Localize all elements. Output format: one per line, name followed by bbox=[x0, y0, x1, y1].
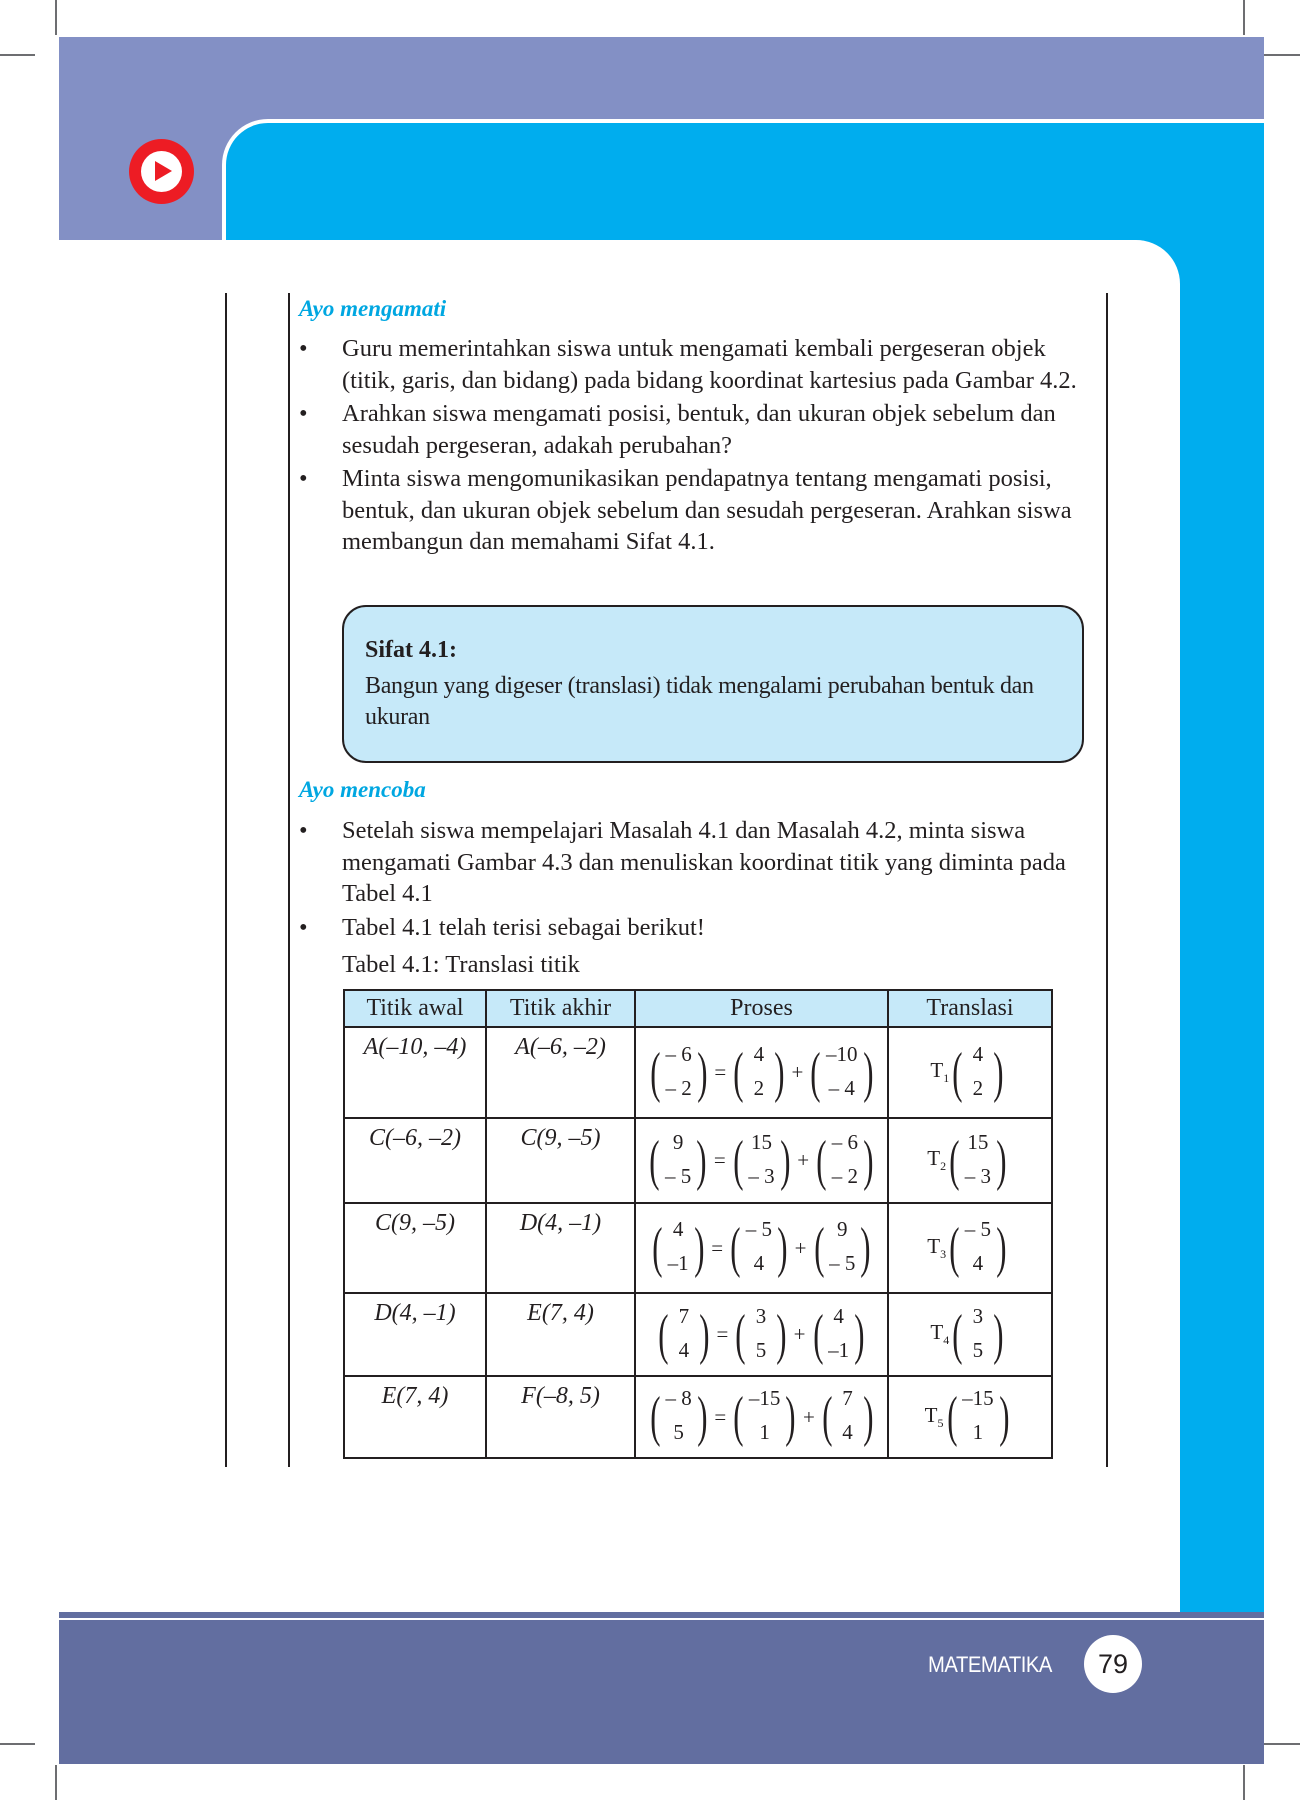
translation-vector bbox=[729, 1040, 788, 1106]
page-header-panel bbox=[222, 119, 1264, 240]
left-paren: ( bbox=[949, 1217, 960, 1279]
vector-entry: 4 bbox=[972, 1251, 984, 1275]
equals-sign: = bbox=[714, 1060, 727, 1084]
list-item bbox=[299, 333, 1089, 396]
translation-cell bbox=[888, 1118, 1052, 1203]
right-paren: ) bbox=[854, 1303, 865, 1366]
vector-entry: – 6 bbox=[831, 1129, 859, 1154]
observe-bullet-list bbox=[299, 333, 1089, 560]
translation-expression bbox=[930, 1040, 1009, 1106]
vector-entries bbox=[828, 1215, 856, 1277]
translation-label bbox=[927, 1146, 946, 1174]
vector-entry: 3 bbox=[972, 1303, 984, 1328]
translation-cell bbox=[888, 1203, 1052, 1293]
left-paren: ( bbox=[816, 1129, 827, 1192]
vector-entry: 7 bbox=[842, 1386, 853, 1410]
footer-subject: MATEMATIKA bbox=[928, 1652, 1052, 1677]
vector-entries bbox=[831, 1128, 859, 1190]
vector-entries bbox=[748, 1040, 770, 1102]
end-point: C(9, –5) bbox=[520, 1125, 601, 1151]
equals-sign: = bbox=[714, 1404, 727, 1429]
process-expression bbox=[652, 1302, 871, 1368]
right-paren: ) bbox=[699, 1303, 710, 1366]
list-item-text: Tabel 4.1 telah terisi sebagai berikut! bbox=[342, 913, 705, 941]
process-cell bbox=[635, 1203, 888, 1293]
start-point: C(–6, –2) bbox=[369, 1125, 461, 1151]
margin-rule-left bbox=[225, 293, 227, 1467]
play-icon bbox=[129, 139, 194, 204]
start-point-cell bbox=[344, 1293, 486, 1376]
translation-label bbox=[925, 1403, 944, 1431]
plus-sign: + bbox=[794, 1235, 807, 1260]
property-body: Bangun yang digeser (translasi) tidak mengalami perubahan bentuk dan ukuran bbox=[365, 673, 1034, 730]
left-paren: ( bbox=[952, 1303, 963, 1366]
start-point: C(9, –5) bbox=[375, 1210, 455, 1236]
vector-entry: – 5 bbox=[745, 1217, 772, 1241]
process-expression bbox=[644, 1384, 879, 1450]
plus-sign: + bbox=[803, 1404, 815, 1429]
equals-sign: = bbox=[713, 1148, 726, 1172]
vector-entry: – 3 bbox=[748, 1163, 775, 1188]
start-point: A(–10, –4) bbox=[363, 1034, 467, 1060]
table-header-row bbox=[344, 990, 1052, 1027]
vector-entry: 1 bbox=[759, 1420, 770, 1444]
vector-entries bbox=[745, 1215, 773, 1277]
right-paren: ) bbox=[996, 1217, 1007, 1279]
start-point-cell bbox=[344, 1118, 486, 1203]
vector-entries bbox=[964, 1215, 992, 1277]
left-paren: ( bbox=[812, 1303, 823, 1366]
vector-entries bbox=[827, 1302, 850, 1364]
translation-vector bbox=[729, 1384, 800, 1450]
footer-divider bbox=[59, 1618, 1264, 1620]
list-item-text: Setelah siswa mempelajari Masalah 4.1 dan Masalah 4.2, minta siswa mengamati Gambar 4.3 dan menuliskan koordinat titik yang diminta pada Tabel 4.1 bbox=[342, 817, 1066, 907]
process-cell bbox=[635, 1376, 888, 1458]
crop-mark bbox=[55, 0, 57, 35]
right-paren: ) bbox=[776, 1303, 787, 1366]
list-item bbox=[299, 815, 1089, 910]
translation-index: 1 bbox=[943, 1071, 950, 1086]
result-vector bbox=[646, 1040, 712, 1106]
end-point-cell bbox=[486, 1376, 635, 1458]
right-paren: ) bbox=[862, 1386, 873, 1448]
end-point: A(–6, –2) bbox=[515, 1034, 606, 1060]
try-bullet-list bbox=[299, 815, 1089, 945]
translation-expression bbox=[925, 1384, 1016, 1450]
vector-entries bbox=[964, 1128, 992, 1190]
column-header: Titik akhir bbox=[486, 990, 635, 1027]
start-point-cell bbox=[344, 1027, 486, 1118]
vector-entry: – 2 bbox=[831, 1163, 859, 1188]
vector-entries bbox=[664, 1040, 692, 1102]
vector-entry: – 2 bbox=[665, 1075, 692, 1100]
left-paren: ( bbox=[649, 1129, 660, 1192]
vector-entries bbox=[967, 1302, 989, 1364]
left-paren: ( bbox=[650, 1386, 661, 1448]
right-paren: ) bbox=[696, 1041, 708, 1104]
vector-entry: – 5 bbox=[829, 1251, 856, 1275]
vector-entry: – 6 bbox=[665, 1041, 692, 1066]
right-paren: ) bbox=[785, 1386, 796, 1448]
property-title: Sifat 4.1: bbox=[365, 637, 457, 663]
vector-entry: 5 bbox=[673, 1420, 684, 1444]
original-vector bbox=[806, 1040, 877, 1106]
list-item-text: Guru memerintahkan siswa untuk mengamati kembali pergeseran objek (titik, garis, dan bidang) pada bidang koordinat kartesius pada Gambar 4.2. bbox=[342, 335, 1077, 394]
vector-entry: –15 bbox=[962, 1386, 994, 1410]
vector-entries bbox=[961, 1384, 995, 1446]
vector-entry: 5 bbox=[755, 1337, 767, 1362]
plus-sign: + bbox=[793, 1322, 806, 1346]
equals-sign: = bbox=[716, 1322, 729, 1346]
process-expression bbox=[646, 1215, 877, 1281]
crop-mark bbox=[0, 54, 35, 56]
table-row bbox=[344, 1376, 1052, 1458]
end-point-cell bbox=[486, 1118, 635, 1203]
end-point: E(7, 4) bbox=[527, 1300, 594, 1326]
crop-mark bbox=[1264, 54, 1300, 56]
list-item bbox=[299, 463, 1089, 558]
table-caption: Tabel 4.1: Translasi titik bbox=[342, 951, 580, 978]
crop-mark bbox=[0, 1743, 35, 1745]
original-vector bbox=[809, 1302, 869, 1368]
table-row bbox=[344, 1118, 1052, 1203]
translation-expression bbox=[930, 1302, 1009, 1368]
left-paren: ( bbox=[652, 1217, 663, 1279]
process-expression bbox=[644, 1040, 879, 1106]
left-paren: ( bbox=[732, 1129, 744, 1192]
left-paren: ( bbox=[658, 1303, 669, 1366]
translation-cell bbox=[888, 1027, 1052, 1118]
translation-cell bbox=[888, 1293, 1052, 1376]
translation-table bbox=[343, 989, 1053, 1459]
vector-entries bbox=[748, 1384, 782, 1446]
right-paren: ) bbox=[774, 1041, 785, 1104]
vector-entry: 4 bbox=[753, 1041, 765, 1066]
translation-index: 2 bbox=[940, 1159, 947, 1174]
result-vector bbox=[646, 1384, 712, 1450]
vector-entries bbox=[664, 1384, 692, 1446]
start-point: D(4, –1) bbox=[374, 1300, 456, 1326]
vector-entry: 4 bbox=[972, 1041, 984, 1066]
left-paren: ( bbox=[735, 1303, 746, 1366]
translation-symbol: T bbox=[927, 1146, 941, 1171]
vector-entry: 7 bbox=[678, 1303, 690, 1328]
vector-entry: –15 bbox=[748, 1386, 781, 1410]
translation-index: 3 bbox=[940, 1247, 947, 1262]
vector-entry: –10 bbox=[826, 1041, 858, 1066]
process-cell bbox=[635, 1293, 888, 1376]
translation-symbol: T bbox=[930, 1058, 944, 1083]
vector-entry: –1 bbox=[667, 1251, 689, 1275]
vector-entries bbox=[673, 1302, 695, 1364]
vector-entries bbox=[825, 1040, 859, 1102]
translation-result-vector bbox=[945, 1215, 1011, 1281]
translation-expression bbox=[927, 1215, 1012, 1281]
crop-mark bbox=[1243, 0, 1245, 35]
translation-index: 4 bbox=[943, 1333, 950, 1348]
vector-entry: 4 bbox=[672, 1217, 684, 1241]
translation-label bbox=[930, 1058, 949, 1086]
right-paren: ) bbox=[696, 1129, 707, 1192]
vector-entries bbox=[664, 1128, 692, 1190]
original-vector bbox=[812, 1128, 878, 1194]
vector-entry: 4 bbox=[753, 1251, 765, 1275]
side-strip bbox=[1180, 238, 1264, 1614]
left-paren: ( bbox=[650, 1041, 661, 1104]
right-paren: ) bbox=[993, 1041, 1004, 1104]
margin-rule-inner bbox=[288, 293, 290, 1467]
original-vector bbox=[810, 1215, 876, 1281]
left-paren: ( bbox=[733, 1041, 744, 1104]
vector-entry: – 3 bbox=[964, 1163, 992, 1188]
translation-result-vector bbox=[943, 1384, 1014, 1450]
left-paren: ( bbox=[813, 1217, 824, 1279]
translation-result-vector bbox=[948, 1302, 1007, 1368]
right-paren: ) bbox=[779, 1129, 791, 1192]
section-heading-try: Ayo mencoba bbox=[299, 777, 426, 802]
vector-entries bbox=[967, 1040, 989, 1102]
translation-result-vector bbox=[945, 1128, 1011, 1194]
right-paren: ) bbox=[693, 1217, 705, 1279]
right-paren: ) bbox=[863, 1129, 874, 1192]
vector-entry: – 8 bbox=[665, 1386, 692, 1410]
right-paren: ) bbox=[993, 1303, 1004, 1366]
end-point-cell bbox=[486, 1027, 635, 1118]
play-icon-inner bbox=[141, 151, 182, 192]
start-point: E(7, 4) bbox=[381, 1383, 449, 1409]
bullet-icon: • bbox=[299, 400, 308, 427]
vector-entries bbox=[750, 1302, 772, 1364]
play-triangle-icon bbox=[155, 161, 172, 181]
bullet-icon: • bbox=[299, 335, 308, 362]
vector-entry: – 5 bbox=[664, 1163, 692, 1188]
table-row bbox=[344, 1293, 1052, 1376]
plus-sign: + bbox=[797, 1148, 810, 1172]
vector-entries bbox=[747, 1128, 775, 1190]
translation-vector bbox=[729, 1128, 795, 1194]
page-number: 79 bbox=[1084, 1635, 1142, 1693]
vector-entry: 15 bbox=[967, 1129, 989, 1154]
bullet-icon: • bbox=[299, 465, 308, 492]
left-paren: ( bbox=[952, 1041, 963, 1104]
translation-label bbox=[930, 1320, 949, 1348]
result-vector bbox=[654, 1302, 713, 1368]
vector-entry: 5 bbox=[972, 1337, 984, 1362]
list-item-text: Arahkan siswa mengamati posisi, bentuk, dan ukuran objek sebelum dan sesudah pergeseran, adakah perubahan? bbox=[342, 400, 1056, 459]
vector-entry: 2 bbox=[972, 1075, 984, 1100]
page-footer bbox=[59, 1612, 1264, 1764]
vector-entry: – 5 bbox=[964, 1217, 992, 1241]
list-item bbox=[299, 398, 1089, 461]
translation-vector bbox=[726, 1215, 792, 1281]
right-paren: ) bbox=[862, 1041, 873, 1104]
process-expression bbox=[643, 1128, 879, 1194]
process-cell bbox=[635, 1118, 888, 1203]
translation-label bbox=[927, 1234, 946, 1262]
translation-cell bbox=[888, 1376, 1052, 1458]
equals-sign: = bbox=[711, 1235, 724, 1260]
end-point-cell bbox=[486, 1203, 635, 1293]
end-point: D(4, –1) bbox=[519, 1210, 602, 1236]
left-paren: ( bbox=[730, 1217, 741, 1279]
margin-rule-right bbox=[1106, 293, 1108, 1467]
translation-symbol: T bbox=[927, 1233, 941, 1258]
crop-mark bbox=[1264, 1743, 1300, 1745]
vector-entry: 3 bbox=[755, 1303, 767, 1328]
crop-mark bbox=[55, 1765, 57, 1800]
vector-entry: –1 bbox=[828, 1337, 850, 1362]
table-row bbox=[344, 1027, 1052, 1118]
left-paren: ( bbox=[733, 1386, 744, 1448]
column-header: Proses bbox=[635, 990, 888, 1027]
start-point-cell bbox=[344, 1376, 486, 1458]
right-paren: ) bbox=[696, 1386, 708, 1448]
vector-entry: 2 bbox=[753, 1075, 765, 1100]
left-paren: ( bbox=[949, 1129, 960, 1192]
original-vector bbox=[818, 1384, 877, 1450]
left-paren: ( bbox=[822, 1386, 833, 1448]
vector-entry: 9 bbox=[672, 1129, 684, 1154]
result-vector bbox=[648, 1215, 708, 1281]
left-paren: ( bbox=[810, 1041, 821, 1104]
translation-symbol: T bbox=[924, 1402, 938, 1427]
plus-sign: + bbox=[791, 1060, 804, 1084]
right-paren: ) bbox=[777, 1217, 788, 1279]
table-row bbox=[344, 1203, 1052, 1293]
right-paren: ) bbox=[996, 1129, 1007, 1192]
right-paren: ) bbox=[998, 1386, 1010, 1448]
right-paren: ) bbox=[860, 1217, 871, 1279]
translation-vector bbox=[731, 1302, 790, 1368]
bullet-icon: • bbox=[299, 817, 308, 844]
vector-entry: 4 bbox=[842, 1420, 853, 1444]
vector-entry: 15 bbox=[751, 1129, 772, 1154]
column-header: Titik awal bbox=[344, 990, 486, 1027]
translation-index: 5 bbox=[937, 1416, 944, 1431]
translation-result-vector bbox=[948, 1040, 1007, 1106]
start-point-cell bbox=[344, 1203, 486, 1293]
vector-entry: 4 bbox=[833, 1303, 844, 1328]
end-point-cell bbox=[486, 1293, 635, 1376]
list-item bbox=[299, 912, 1089, 944]
end-point: F(–8, 5) bbox=[521, 1383, 600, 1409]
translation-symbol: T bbox=[930, 1320, 944, 1345]
vector-entry: 4 bbox=[678, 1337, 690, 1362]
bullet-icon: • bbox=[299, 913, 308, 941]
vector-entry: 9 bbox=[837, 1217, 848, 1241]
vector-entries bbox=[837, 1384, 859, 1446]
vector-entry: 1 bbox=[972, 1420, 984, 1444]
content-corner bbox=[1100, 240, 1180, 320]
column-header: Translasi bbox=[888, 990, 1052, 1027]
section-heading-observe: Ayo mengamati bbox=[299, 296, 447, 321]
vector-entries bbox=[667, 1215, 690, 1277]
translation-expression bbox=[927, 1128, 1012, 1194]
vector-entry: – 4 bbox=[828, 1075, 855, 1100]
property-box bbox=[342, 605, 1084, 763]
list-item-text: Minta siswa mengomunikasikan pendapatnya tentang mengamati posisi, bentuk, dan ukuran objek sebelum dan sesudah pergeseran. Arahkan siswa membangun dan memahami Sifat 4.1. bbox=[342, 465, 1072, 555]
crop-mark bbox=[1243, 1765, 1245, 1800]
process-cell bbox=[635, 1027, 888, 1118]
result-vector bbox=[645, 1128, 711, 1194]
left-paren: ( bbox=[946, 1386, 957, 1448]
